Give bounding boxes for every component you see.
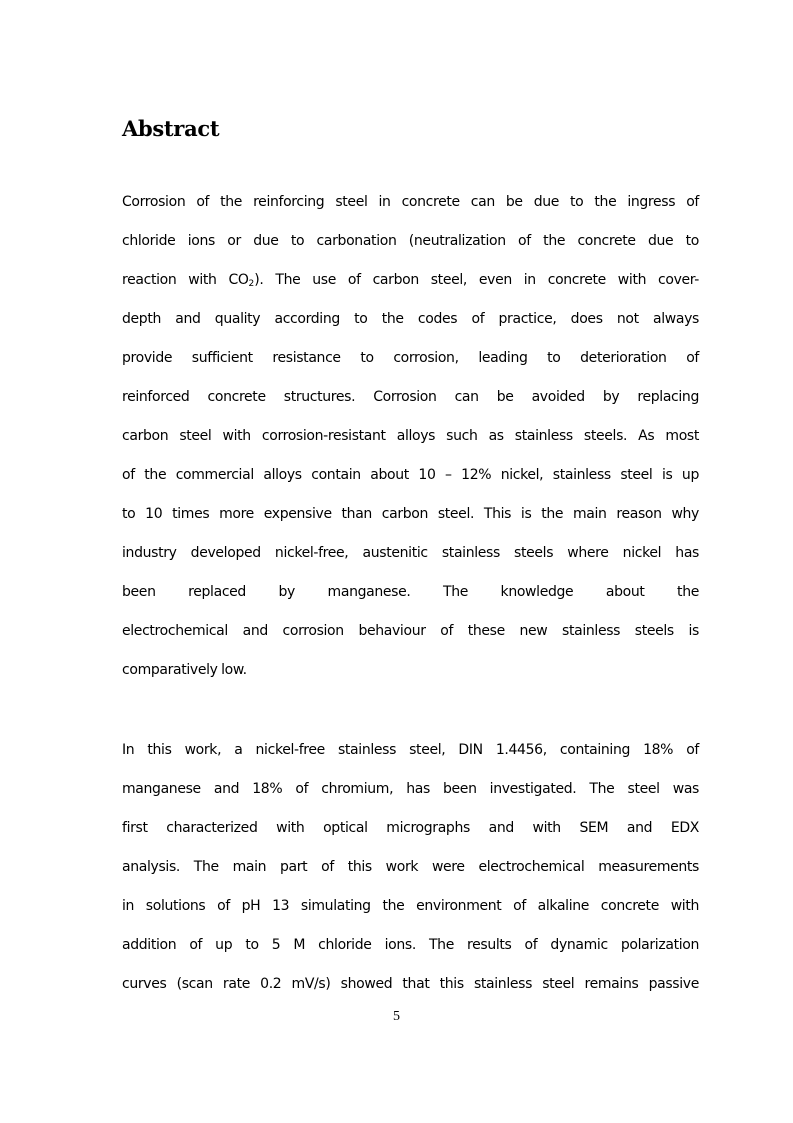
paragraph-line: to 10 times more expensive than carbon steel. This is the main reason why (122, 506, 699, 522)
paragraph-line: analysis. The main part of this work were electrochemical measurements (122, 859, 699, 875)
paragraph-line: carbon steel with corrosion-resistant alloys such as stainless steels. As most (122, 428, 699, 444)
paragraph-line: chloride ions or due to carbonation (neutralization of the concrete due to (122, 233, 699, 249)
paragraph-line: been replaced by manganese. The knowledge about the (122, 584, 699, 600)
paragraph-line: of the commercial alloys contain about 10 – 12% nickel, stainless steel is up (122, 467, 699, 483)
paragraph-line-with-subscript (122, 270, 699, 290)
paragraph-line: industry developed nickel-free, austenitic stainless steels where nickel has (122, 545, 699, 561)
paragraph-line: manganese and 18% of chromium, has been investigated. The steel was (122, 781, 699, 797)
paragraph-line: depth and quality according to the codes of practice, does not always (122, 311, 699, 327)
paragraph-line: Corrosion of the reinforcing steel in concrete can be due to the ingress of (122, 194, 699, 210)
page-number: 5 (393, 1009, 400, 1024)
co2-subscript: 2 (248, 279, 255, 289)
paragraph-line: comparatively low. (122, 662, 247, 678)
paragraph-line: curves (scan rate 0.2 mV/s) showed that this stainless steel remains passive (122, 976, 699, 992)
line-text-after: ). The use of carbon steel, even in concrete with cover- (254, 272, 699, 288)
paragraph-line: electrochemical and corrosion behaviour of these new stainless steels is (122, 623, 699, 639)
section-heading: Abstract (122, 116, 220, 141)
paragraph-line: in solutions of pH 13 simulating the environment of alkaline concrete with (122, 898, 699, 914)
line-text-before: reaction with CO (122, 272, 249, 288)
paragraph-line: In this work, a nickel-free stainless steel, DIN 1.4456, containing 18% of (122, 742, 699, 758)
paragraph-line: addition of up to 5 M chloride ions. The results of dynamic polarization (122, 937, 699, 953)
paragraph-line: provide sufficient resistance to corrosion, leading to deterioration of (122, 350, 699, 366)
paragraph-line: reinforced concrete structures. Corrosion can be avoided by replacing (122, 389, 699, 405)
paragraph-line: first characterized with optical micrographs and with SEM and EDX (122, 820, 699, 836)
